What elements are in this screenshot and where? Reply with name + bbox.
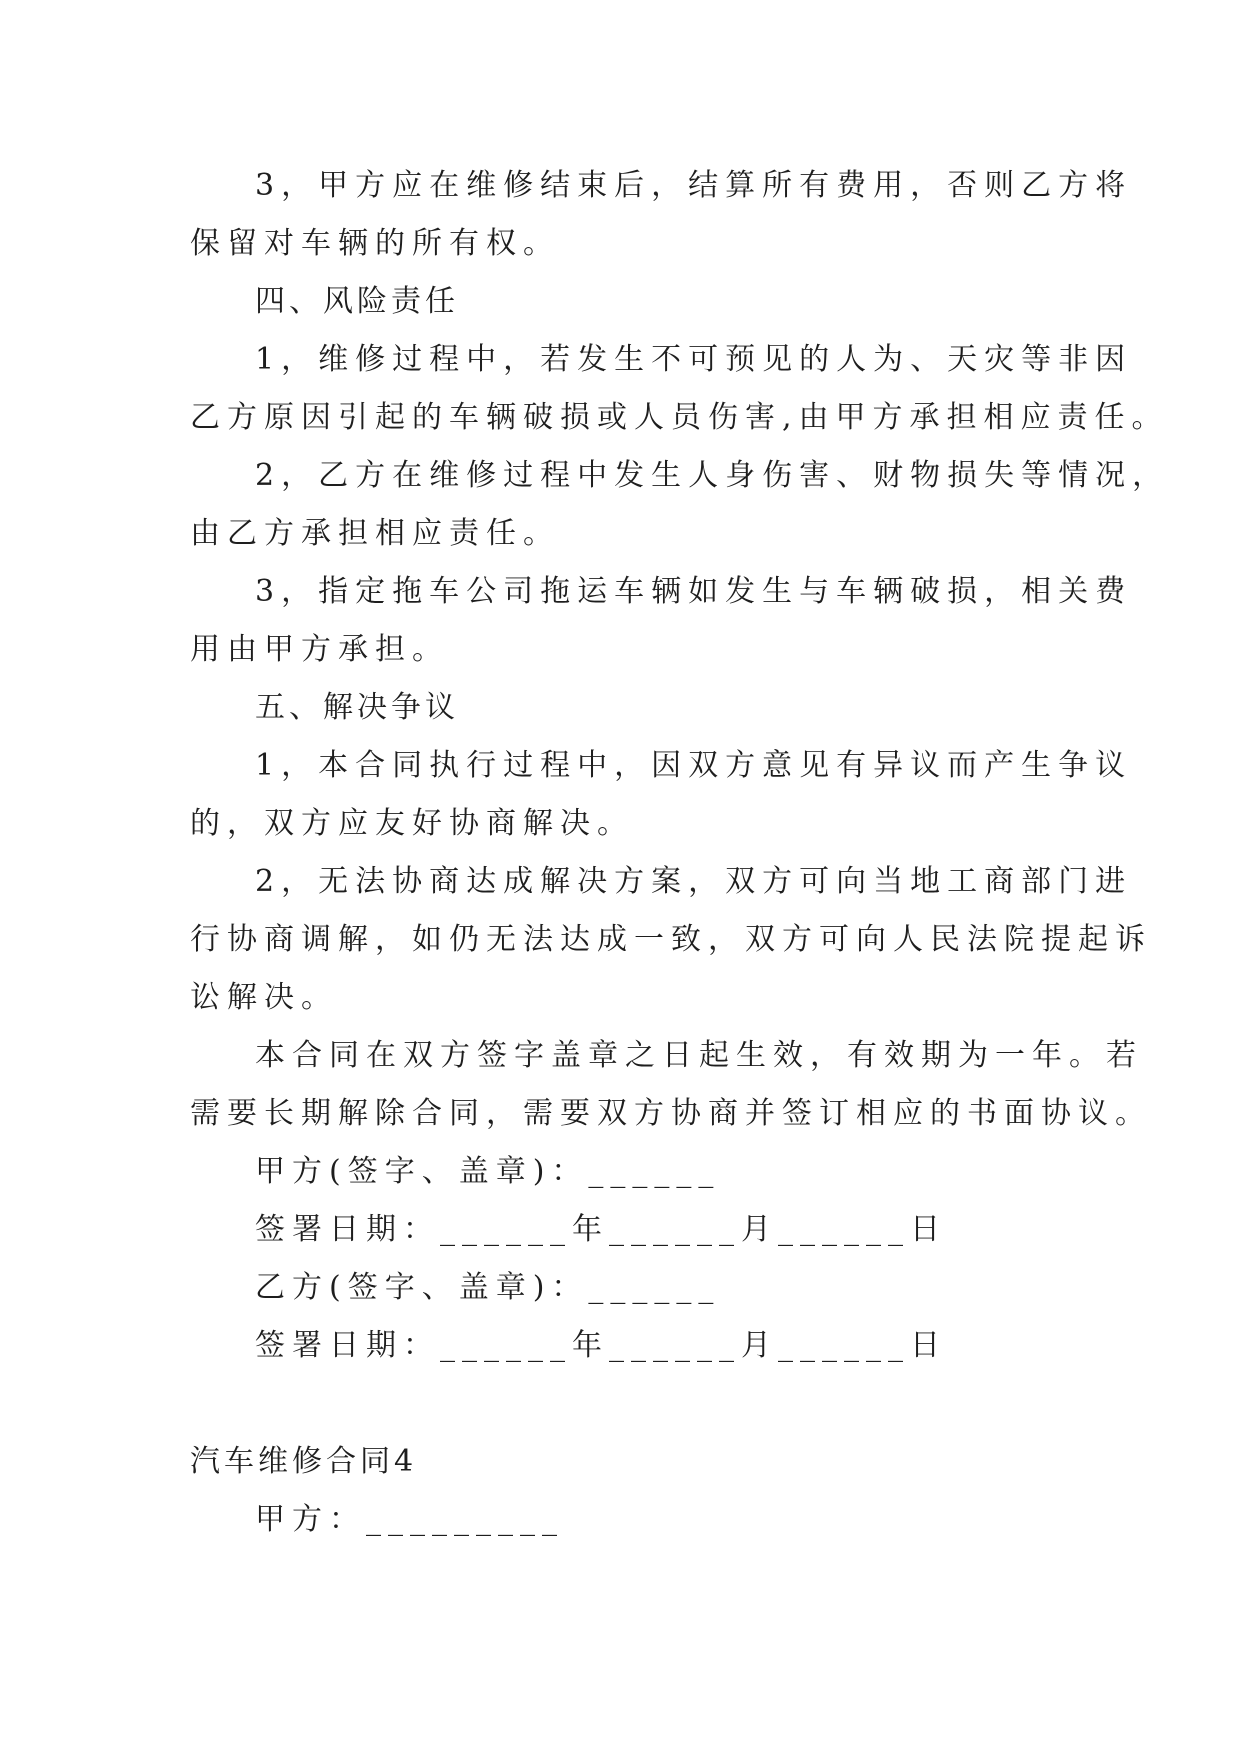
risk-clause-2-line-2: 由乙方承担相应责任。 — [190, 516, 560, 551]
party-b-date-line: 签署日期：______年______月______日 — [255, 1328, 947, 1363]
party-a-date-line: 签署日期：______年______月______日 — [255, 1212, 947, 1247]
risk-clause-3-line-2: 用由甲方承担。 — [190, 632, 449, 667]
section-heading-risk: 四、风险责任 — [255, 284, 459, 319]
dispute-clause-2-line-1: 2，无法协商达成解决方案，双方可向当地工商部门进 — [255, 864, 1133, 899]
validity-clause-line-2: 需要长期解除合同，需要双方协商并签订相应的书面协议。 — [190, 1096, 1152, 1131]
risk-clause-3-line-1: 3，指定拖车公司拖运车辆如发生与车辆破损，相关费 — [255, 574, 1133, 609]
dispute-clause-1-line-1: 1，本合同执行过程中，因双方意见有异议而产生争议 — [255, 748, 1133, 783]
dispute-clause-1-line-2: 的，双方应友好协商解决。 — [190, 806, 634, 841]
risk-clause-1-line-1: 1，维修过程中，若发生不可预见的人为、天灾等非因 — [255, 342, 1133, 377]
party-a-signature-line: 甲方(签字、盖章)：______ — [255, 1154, 721, 1189]
dispute-clause-2-line-3: 讼解决。 — [190, 980, 338, 1015]
risk-clause-2-line-1: 2，乙方在维修过程中发生人身伤害、财物损失等情况， — [255, 458, 1170, 493]
dispute-clause-2-line-2: 行协商调解，如仍无法达成一致，双方可向人民法院提起诉 — [190, 922, 1152, 957]
clause-3-payment-line-1: 3，甲方应在维修结束后，结算所有费用，否则乙方将 — [255, 168, 1133, 203]
section-heading-dispute: 五、解决争议 — [255, 690, 459, 725]
contract-4-party-a-line: 甲方：_________ — [255, 1502, 564, 1537]
party-b-signature-line: 乙方(签字、盖章)：______ — [255, 1270, 721, 1305]
validity-clause-line-1: 本合同在双方签字盖章之日起生效，有效期为一年。若 — [255, 1038, 1143, 1073]
clause-3-payment-line-2: 保留对车辆的所有权。 — [190, 226, 560, 261]
contract-4-title: 汽车维修合同4 — [190, 1444, 418, 1479]
risk-clause-1-line-2: 乙方原因引起的车辆破损或人员伤害,由甲方承担相应责任。 — [190, 400, 1169, 435]
